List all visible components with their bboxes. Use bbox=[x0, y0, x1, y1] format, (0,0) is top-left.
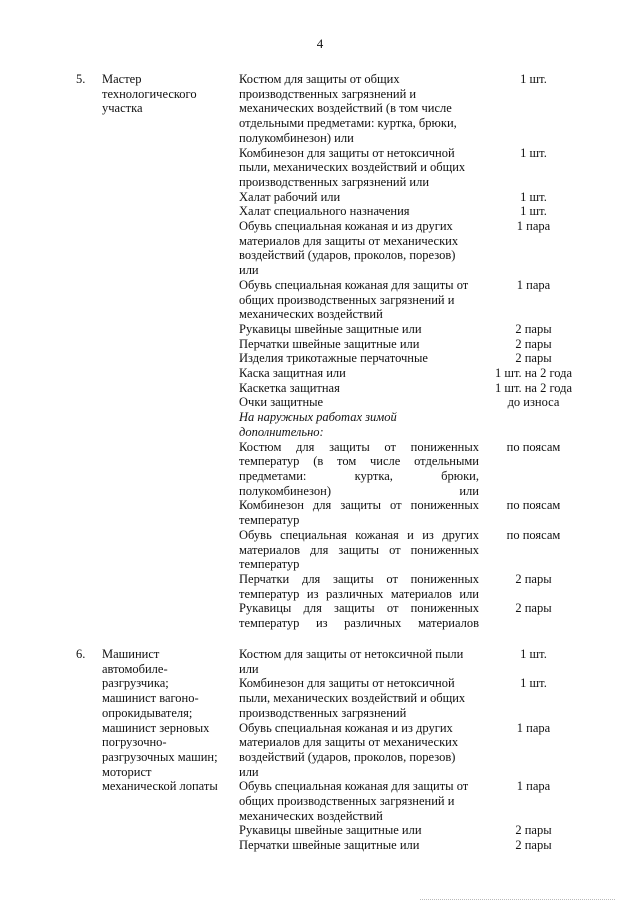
job-title: Машинист автомобиле- разгрузчика; машинист вагоно- опрокидывателя; машинист зерновых погрузочно- разгрузочных машин; моторист механической лопаты bbox=[102, 647, 218, 794]
section-number: 5. bbox=[76, 72, 86, 86]
ppe-item-quantity: 1 шт. на 2 года bbox=[494, 380, 573, 395]
ppe-item-name: Костюм для защиты от нетоксичной пыли или bbox=[239, 647, 464, 676]
ppe-item-row bbox=[239, 528, 584, 572]
ppe-item-quantity: 1 пара bbox=[516, 779, 551, 794]
ppe-note: На наружных работах зимой дополнительно: bbox=[239, 410, 397, 439]
ppe-item-name: Рукавицы швейные защитные или bbox=[239, 321, 422, 336]
ppe-item-name: Рукавицы для защиты от пониженных температур из различных материалов bbox=[239, 601, 479, 631]
ppe-item-quantity: по поясам bbox=[506, 527, 561, 542]
ppe-item-name: Каскетка защитная bbox=[239, 380, 340, 395]
ppe-item-row bbox=[239, 823, 584, 838]
ppe-item-quantity: 2 пары bbox=[515, 601, 552, 616]
ppe-item-row bbox=[239, 498, 584, 527]
ppe-item-row bbox=[239, 366, 584, 381]
ppe-item-name: Каска защитная или bbox=[239, 366, 346, 381]
ppe-item-name: Очки защитные bbox=[239, 395, 324, 410]
ppe-item-name: Халат специального назначения bbox=[239, 204, 410, 219]
ppe-item-row bbox=[239, 146, 584, 190]
ppe-item-quantity: 1 шт. bbox=[520, 72, 547, 86]
ppe-item-row bbox=[239, 190, 584, 205]
ppe-item-quantity: 1 пара bbox=[516, 277, 551, 292]
ppe-item-row bbox=[239, 322, 584, 337]
ppe-item-row bbox=[239, 278, 584, 322]
ppe-item-row bbox=[239, 676, 584, 720]
ppe-item-row bbox=[239, 647, 584, 676]
ppe-item-name: Обувь специальная кожаная для защиты от общих производственных загрязнений и механических воздействий bbox=[239, 277, 469, 322]
ppe-item-row bbox=[239, 219, 584, 278]
job-title: Мастер технологического участка bbox=[102, 72, 197, 116]
ppe-item-row bbox=[239, 779, 584, 823]
ppe-item-row bbox=[239, 351, 584, 366]
ppe-item-quantity: до износа bbox=[507, 395, 560, 410]
ppe-item-quantity: 2 пары bbox=[515, 571, 552, 586]
bottom-divider bbox=[420, 899, 615, 900]
ppe-item-quantity: 1 шт. bbox=[520, 676, 547, 691]
ppe-item-name: Обувь специальная кожаная и из других материалов для защиты от механических воздействий (ударов, проколов, порезов) или bbox=[239, 219, 459, 278]
ppe-item-name: Костюм для защиты от пониженных температур (в том числе отдельными предметами: куртка, брюки, полукомбинезон) или bbox=[239, 439, 479, 498]
ppe-item-quantity: 1 шт. bbox=[520, 204, 547, 219]
ppe-item-name: Обувь специальная кожаная и из других материалов для защиты от пониженных температур bbox=[239, 527, 479, 572]
ppe-item-row bbox=[239, 204, 584, 219]
ppe-item-row bbox=[239, 381, 584, 396]
ppe-item-quantity: 2 пары bbox=[515, 838, 552, 853]
ppe-item-row bbox=[239, 72, 584, 146]
ppe-item-row bbox=[239, 838, 584, 853]
ppe-item-row bbox=[239, 721, 584, 780]
ppe-item-quantity: 1 шт. bbox=[520, 145, 547, 160]
ppe-item-quantity: 2 пары bbox=[515, 351, 552, 366]
ppe-item-quantity: 1 пара bbox=[516, 219, 551, 234]
ppe-item-name: Костюм для защиты от общих производственных загрязнений и механических воздействий (в том числе отдельными предметами: куртка, брюки, полукомбинезон) или bbox=[239, 72, 457, 145]
ppe-item-name: Перчатки швейные защитные или bbox=[239, 838, 420, 853]
ppe-item-row bbox=[239, 601, 584, 630]
ppe-item-quantity: 1 пара bbox=[516, 720, 551, 735]
ppe-list bbox=[239, 72, 584, 631]
section-number: 6. bbox=[76, 647, 86, 661]
ppe-item-name: Комбинезон для защиты от пониженных температур bbox=[239, 498, 479, 528]
ppe-item-quantity: 1 шт. bbox=[520, 189, 547, 204]
ppe-item-quantity: 1 шт. на 2 года bbox=[494, 366, 573, 381]
ppe-item-quantity: 2 пары bbox=[515, 823, 552, 838]
ppe-item-quantity: 2 пары bbox=[515, 336, 552, 351]
ppe-item-name: Рукавицы швейные защитные или bbox=[239, 823, 422, 838]
ppe-item-quantity: по поясам bbox=[506, 439, 561, 454]
ppe-item-quantity: 2 пары bbox=[515, 321, 552, 336]
ppe-item-name: Комбинезон для защиты от нетоксичной пыли, механических воздействий и общих производственных загрязнений или bbox=[239, 145, 466, 189]
ppe-item-row bbox=[239, 337, 584, 352]
page-number: 4 bbox=[316, 36, 324, 51]
ppe-item-name: Комбинезон для защиты от нетоксичной пыли, механических воздействий и общих производственных загрязнений bbox=[239, 676, 466, 720]
ppe-item-row bbox=[239, 440, 584, 499]
ppe-item-row bbox=[239, 572, 584, 601]
ppe-item-name: Халат рабочий или bbox=[239, 189, 341, 204]
ppe-item-row bbox=[239, 410, 584, 439]
ppe-list bbox=[239, 647, 584, 853]
ppe-item-name: Обувь специальная кожаная и из других материалов для защиты от механических воздействий (ударов, проколов, порезов) или bbox=[239, 720, 459, 779]
ppe-item-quantity: по поясам bbox=[506, 498, 561, 513]
ppe-item-name: Перчатки швейные защитные или bbox=[239, 336, 420, 351]
ppe-item-quantity: 1 шт. bbox=[520, 647, 547, 661]
ppe-item-name: Изделия трикотажные перчаточные bbox=[239, 351, 428, 366]
ppe-item-name: Обувь специальная кожаная для защиты от общих производственных загрязнений и механических воздействий bbox=[239, 779, 469, 823]
ppe-item-name: Перчатки для защиты от пониженных температур из различных материалов или bbox=[239, 571, 479, 601]
ppe-item-row bbox=[239, 395, 584, 410]
